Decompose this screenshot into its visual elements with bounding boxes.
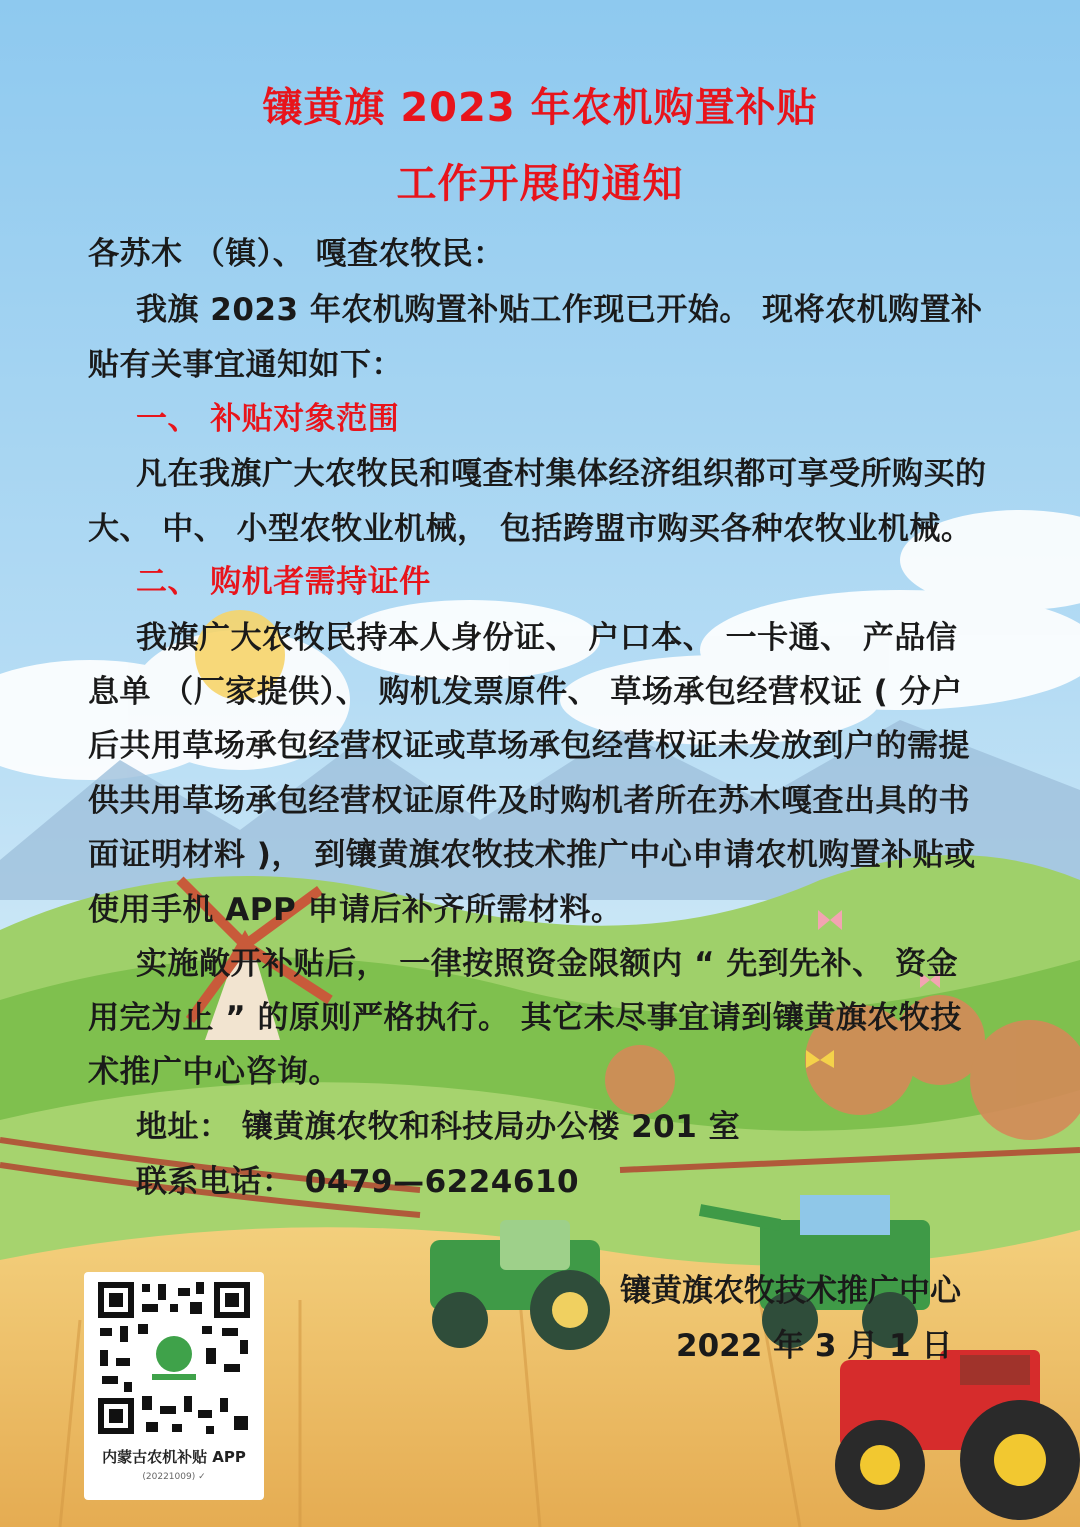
qr-code-number: (20221009) ✓ — [142, 1472, 206, 1482]
signature-organization: 镶黄旗农牧技术推广中心 — [620, 1273, 961, 1309]
qr-code-icon — [94, 1278, 254, 1438]
section-2-line-6: 使用手机 APP 申请后补齐所需材料。 — [88, 892, 623, 928]
notice-title-line-2: 工作开展的通知 — [396, 161, 684, 207]
salutation: 各苏木 （镇）、 嘎查农牧民： — [88, 236, 505, 272]
section-2-line-2: 息单 （厂家提供）、 购机发票原件、 草场承包经营权证 ( 分户 — [88, 674, 963, 710]
qr-code-card — [84, 1272, 264, 1500]
contact-phone: 联系电话： 0479—6224610 — [136, 1164, 580, 1200]
section-2-line-5: 面证明材料 )， 到镶黄旗农牧技术推广中心申请农机购置补贴或 — [88, 837, 976, 873]
signature-date: 2022 年 3 月 1 日 — [676, 1328, 953, 1364]
qr-caption: 内蒙古农机补贴 APP — [102, 1448, 246, 1466]
section-1-heading: 一、 补贴对象范围 — [136, 401, 400, 437]
address: 地址： 镶黄旗农牧和科技局办公楼 201 室 — [136, 1109, 741, 1145]
para-3-line-1: 实施敞开补贴后， 一律按照资金限额内 “ 先到先补、 资金 — [136, 946, 959, 982]
section-2-line-3: 后共用草场承包经营权证或草场承包经营权证未发放到户的需提 — [88, 728, 970, 764]
section-2-heading: 二、 购机者需持证件 — [136, 564, 431, 600]
section-1-line-2: 大、 中、 小型农牧业机械， 包括跨盟市购买各种农牧业机械。 — [88, 511, 973, 547]
para-3-line-2: 用完为止 ” 的原则严格执行。 其它未尽事宜请到镶黄旗农牧技 — [88, 1000, 962, 1036]
para-3-line-3: 术推广中心咨询。 — [88, 1054, 340, 1090]
section-1-line-1: 凡在我旗广大农牧民和嘎查村集体经济组织都可享受所购买的 — [136, 456, 987, 492]
section-2-line-1: 我旗广大农牧民持本人身份证、 户口本、 一卡通、 产品信 — [136, 620, 958, 656]
intro-line-2: 贴有关事宜通知如下： — [88, 347, 403, 383]
section-2-line-4: 供共用草场承包经营权证原件及时购机者所在苏木嘎查出具的书 — [88, 783, 970, 819]
notice-title-line-1: 镶黄旗 2023 年农机购置补贴 — [262, 85, 818, 131]
intro-line-1: 我旗 2023 年农机购置补贴工作现已开始。 现将农机购置补 — [136, 292, 983, 328]
